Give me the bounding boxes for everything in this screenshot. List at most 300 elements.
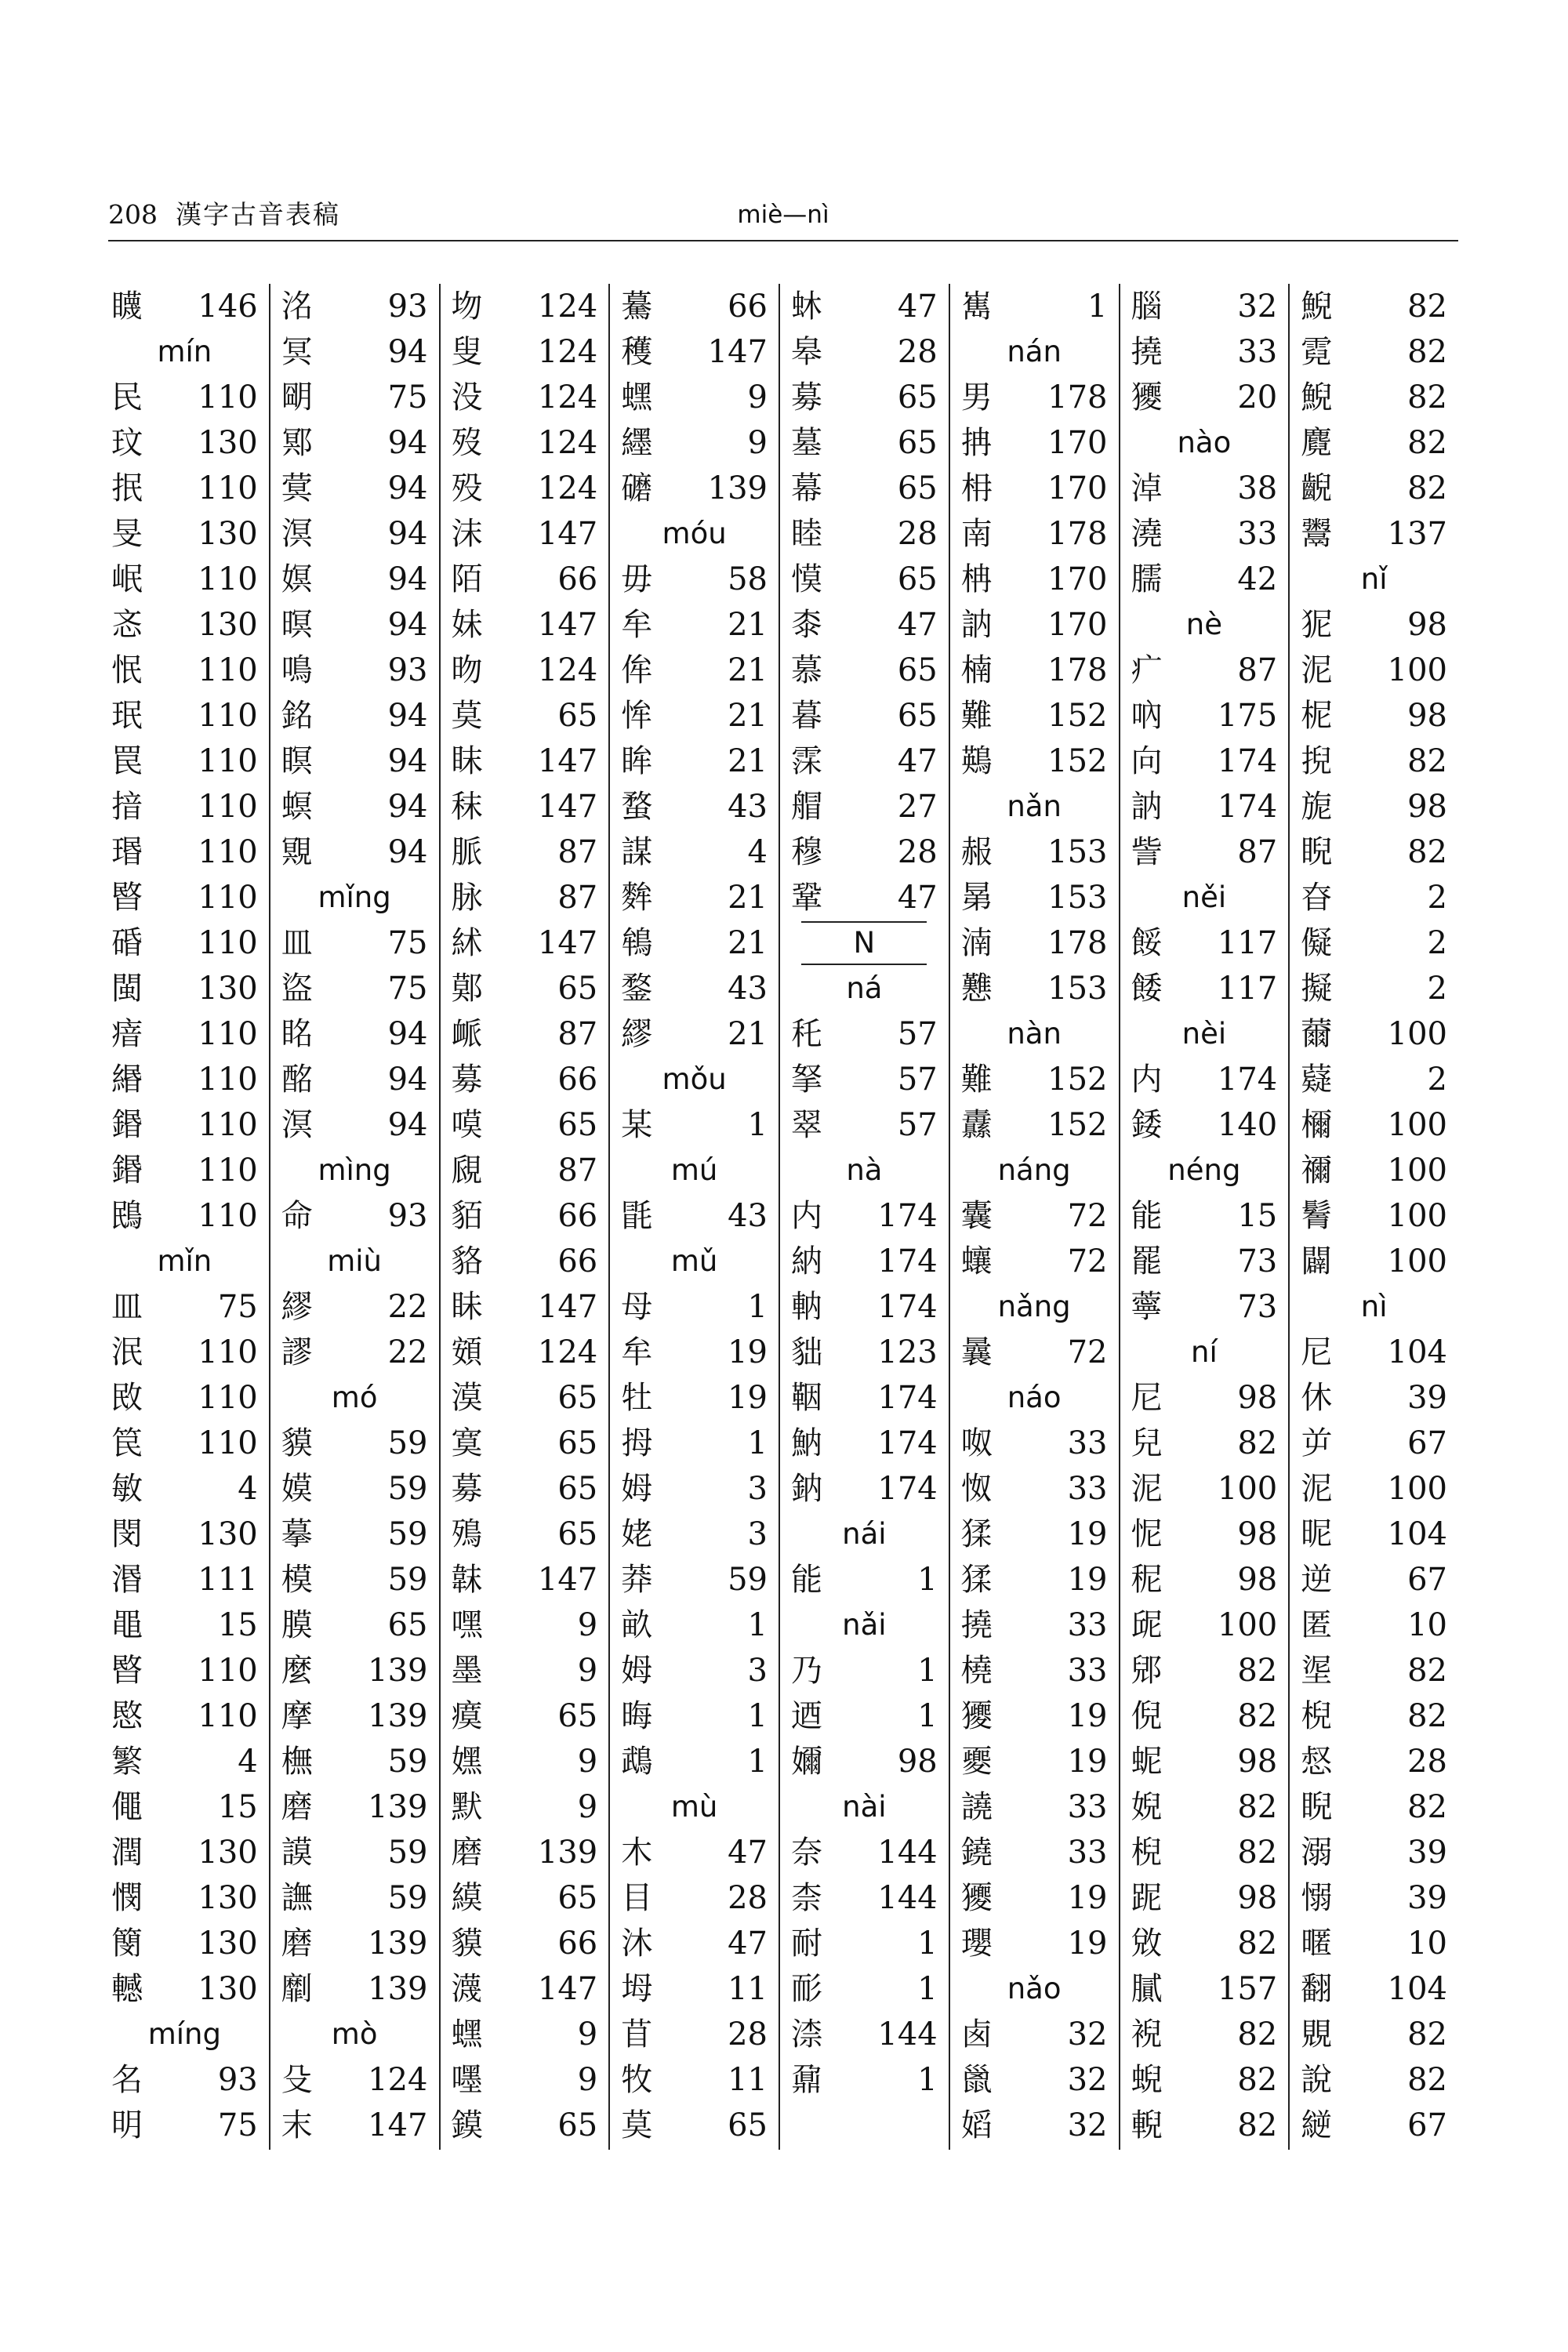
character: 沫 — [451, 516, 483, 552]
rhyme-group-number: 94 — [387, 561, 428, 597]
character-entry — [788, 329, 941, 375]
character-entry — [958, 2057, 1111, 2103]
character: 内 — [1131, 1062, 1163, 1098]
character-entry — [1128, 648, 1281, 693]
character: 閩 — [111, 971, 143, 1007]
character: 貉 — [451, 1243, 483, 1279]
character: 牡 — [621, 1380, 653, 1416]
rhyme-group-number: 104 — [1387, 1334, 1447, 1370]
character-entry — [958, 1739, 1111, 1784]
character: 鬌 — [1301, 1198, 1333, 1234]
character: 鴾 — [621, 925, 653, 961]
character-entry — [958, 1057, 1111, 1102]
character-entry — [618, 829, 771, 875]
character: 叟 — [451, 334, 483, 370]
character: 訥 — [1131, 789, 1163, 825]
rhyme-group-number: 100 — [1387, 1471, 1447, 1507]
rhyme-group-number: 98 — [1237, 1380, 1278, 1416]
character: 赧 — [960, 834, 993, 870]
rhyme-group-number: 82 — [1237, 2062, 1278, 2098]
character-entry — [278, 1466, 431, 1512]
character-entry — [618, 2012, 771, 2057]
rhyme-group-number: 72 — [1067, 1243, 1108, 1279]
character: 魶 — [791, 1425, 822, 1461]
rhyme-group-number: 130 — [198, 425, 258, 461]
rhyme-group-number: 42 — [1237, 561, 1278, 597]
rhyme-group-number: 47 — [897, 607, 938, 643]
character-entry — [788, 829, 941, 875]
character: 摹 — [281, 1516, 313, 1552]
character-entry — [788, 2057, 941, 2103]
character: 睨 — [1301, 834, 1333, 870]
character: 鞇 — [791, 1380, 822, 1416]
character-entry — [958, 1102, 1111, 1148]
character: 磨 — [451, 1835, 483, 1871]
character-entry — [788, 511, 941, 557]
character-entry — [108, 1875, 261, 1921]
character-entry — [1298, 1739, 1450, 1784]
index-column — [949, 284, 1119, 2150]
pinyin-heading: miù — [327, 1244, 383, 1278]
character-entry — [1298, 1011, 1450, 1057]
character: 瘖 — [111, 1016, 143, 1052]
rhyme-group-number: 98 — [1237, 1880, 1278, 1916]
character: 募 — [791, 379, 822, 416]
rhyme-group-number: 111 — [198, 1562, 258, 1598]
character: 眳 — [281, 1016, 313, 1052]
character: 蚭 — [1131, 1744, 1163, 1780]
rhyme-group-number: 170 — [1047, 425, 1108, 461]
rhyme-group-number: 170 — [1047, 561, 1108, 597]
rhyme-group-number: 75 — [387, 379, 428, 416]
character-entry — [958, 375, 1111, 420]
character-entry — [1298, 466, 1450, 511]
character: 渿 — [791, 2016, 822, 2053]
rhyme-group-number: 47 — [897, 743, 938, 779]
rhyme-group-number: 100 — [1387, 1243, 1447, 1279]
rhyme-group-number: 124 — [537, 289, 598, 325]
character-entry — [278, 1875, 431, 1921]
rhyme-group-number: 72 — [1067, 1198, 1108, 1234]
rhyme-group-number: 100 — [1387, 1016, 1447, 1052]
character-entry — [788, 1330, 941, 1375]
character-entry — [958, 1421, 1111, 1466]
rhyme-group-number: 21 — [728, 925, 768, 961]
rhyme-group-number: 98 — [897, 1744, 938, 1780]
rhyme-group-number: 1 — [747, 1289, 768, 1325]
character: 瑉 — [111, 834, 143, 870]
character-entry — [108, 1284, 261, 1330]
character-entry — [278, 557, 431, 602]
rhyme-group-number: 139 — [537, 1835, 598, 1871]
rhyme-group-number: 144 — [877, 1835, 938, 1871]
character-entry — [958, 1466, 1111, 1512]
rhyme-group-number: 65 — [387, 1607, 428, 1643]
rhyme-group-number: 100 — [1387, 1152, 1447, 1189]
rhyme-group-number: 98 — [1237, 1516, 1278, 1552]
character: 柅 — [1301, 698, 1333, 734]
character: 鍲 — [111, 1152, 143, 1189]
character: 掜 — [1301, 743, 1333, 779]
character-entry — [1298, 2012, 1450, 2057]
rhyme-group-number: 152 — [1047, 1107, 1108, 1143]
character: 獿 — [960, 1880, 993, 1916]
character: 逆 — [1301, 1562, 1333, 1598]
character-entry — [788, 1875, 941, 1921]
character-entry — [788, 1102, 941, 1148]
character-entry — [278, 1739, 431, 1784]
character: 殁 — [451, 470, 483, 506]
rhyme-group-number: 152 — [1047, 1062, 1108, 1098]
character: 閔 — [111, 1516, 143, 1552]
character-entry — [448, 1512, 601, 1557]
character-entry — [618, 2103, 771, 2148]
character-entry — [108, 1466, 261, 1512]
rhyme-group-number: 65 — [557, 1380, 598, 1416]
character: 玟 — [111, 425, 143, 461]
rhyme-group-number: 1 — [917, 2062, 938, 2098]
character-entry — [448, 1330, 601, 1375]
character: 橅 — [281, 1744, 313, 1780]
character-entry — [788, 557, 941, 602]
rhyme-group-number: 65 — [897, 379, 938, 416]
character-entry — [278, 329, 431, 375]
character-entry — [1298, 1466, 1450, 1512]
pinyin-heading: nǎng — [997, 1290, 1071, 1323]
character-entry — [1298, 2103, 1450, 2148]
character-entry — [618, 648, 771, 693]
character: 愵 — [1301, 1880, 1333, 1916]
character: 澆 — [1131, 516, 1163, 552]
rhyme-group-number: 110 — [198, 880, 258, 916]
character-entry — [788, 284, 941, 329]
character: 屔 — [1131, 1607, 1163, 1643]
rhyme-group-number: 147 — [537, 1289, 598, 1325]
character-entry — [618, 1466, 771, 1512]
rhyme-group-number: 82 — [1407, 1653, 1447, 1689]
character: 覞 — [1301, 2016, 1333, 2053]
character: 墓 — [791, 425, 822, 461]
character-entry — [958, 739, 1111, 784]
rhyme-group-number: 33 — [1067, 1835, 1108, 1871]
rhyme-group-number: 87 — [557, 1152, 598, 1189]
character: 枏 — [960, 470, 993, 506]
character-entry — [788, 784, 941, 829]
character: 畝 — [621, 1607, 653, 1643]
rhyme-group-number: 27 — [897, 789, 938, 825]
character-entry — [958, 1602, 1111, 1648]
character-entry — [1298, 2057, 1450, 2103]
character-entry — [618, 602, 771, 648]
rhyme-group-number: 110 — [198, 1152, 258, 1189]
rhyme-group-number: 28 — [897, 334, 938, 370]
character-entry — [1128, 1239, 1281, 1284]
character-entry — [108, 1921, 261, 1966]
character-entry — [618, 1557, 771, 1602]
character-entry — [1298, 693, 1450, 739]
section-letter — [788, 920, 941, 966]
rhyme-group-number: 124 — [537, 652, 598, 688]
character-entry — [618, 1875, 771, 1921]
character: 怋 — [111, 652, 143, 688]
character: 尼 — [1131, 1380, 1163, 1416]
character: 鐃 — [960, 1835, 993, 1871]
pinyin-heading: nàn — [1007, 1017, 1062, 1051]
character: 皿 — [281, 925, 313, 961]
rhyme-group-number: 110 — [198, 1334, 258, 1370]
character: 蜺 — [1131, 2062, 1163, 2098]
rhyme-group-number: 67 — [1407, 2107, 1447, 2143]
character-entry — [958, 1648, 1111, 1693]
character: 脉 — [451, 880, 483, 916]
character-entry — [278, 1011, 431, 1057]
character: 夒 — [960, 1744, 993, 1780]
rhyme-group-number: 57 — [897, 1062, 938, 1098]
character: 溟 — [281, 516, 313, 552]
character-entry — [1298, 920, 1450, 966]
character: 某 — [621, 1107, 653, 1143]
character: 吶 — [1131, 698, 1163, 734]
character: 膜 — [281, 1607, 313, 1643]
character-entry — [278, 784, 431, 829]
rhyme-group-number: 110 — [198, 1653, 258, 1689]
pinyin-heading: mó — [331, 1381, 378, 1414]
character: 難 — [960, 1062, 993, 1098]
character: 僶 — [111, 1789, 143, 1825]
character-entry — [278, 602, 431, 648]
rhyme-group-number: 110 — [198, 652, 258, 688]
character-entry — [1298, 511, 1450, 557]
character-entry — [108, 1739, 261, 1784]
rhyme-group-number: 130 — [198, 1880, 258, 1916]
character: 麼 — [281, 1653, 313, 1689]
character-entry — [1128, 557, 1281, 602]
character-entry — [448, 557, 601, 602]
rhyme-group-number: 94 — [387, 1016, 428, 1052]
character-entry — [1128, 1966, 1281, 2012]
rhyme-group-number: 110 — [198, 698, 258, 734]
rhyme-group-number: 123 — [877, 1334, 938, 1370]
character-entry — [108, 1830, 261, 1875]
character-entry — [108, 784, 261, 829]
rhyme-group-number: 2 — [1427, 971, 1447, 1007]
character-entry — [958, 2103, 1111, 2148]
character: 民 — [111, 379, 143, 416]
rhyme-group-number: 175 — [1217, 698, 1278, 734]
character-entry — [1128, 1421, 1281, 1466]
character-entry — [958, 284, 1111, 329]
character-entry — [788, 693, 941, 739]
character-entry — [1128, 1921, 1281, 1966]
section-letter-label: N — [801, 921, 927, 965]
rhyme-group-number: 98 — [1237, 1562, 1278, 1598]
rhyme-group-number: 110 — [198, 743, 258, 779]
character: 兒 — [1131, 1425, 1163, 1461]
book-title: 漢字古音表稿 — [176, 199, 340, 230]
rhyme-group-number: 82 — [1407, 2016, 1447, 2053]
character-entry — [618, 557, 771, 602]
character-entry — [108, 2103, 261, 2148]
character-entry — [108, 875, 261, 920]
pinyin-heading: nào — [1177, 426, 1232, 459]
character-entry — [278, 829, 431, 875]
rhyme-group-number: 178 — [1047, 652, 1108, 688]
character-entry — [958, 420, 1111, 466]
character-entry — [618, 1421, 771, 1466]
character: 嬭 — [791, 1744, 822, 1780]
character: 屰 — [1301, 1425, 1333, 1461]
character: 鍪 — [621, 971, 653, 1007]
rhyme-group-number: 75 — [387, 925, 428, 961]
character: 慕 — [791, 652, 822, 688]
character: 艒 — [791, 789, 822, 825]
character-entry — [1298, 1648, 1450, 1693]
character: 檷 — [1301, 1107, 1333, 1143]
character-entry — [108, 829, 261, 875]
character: 繆 — [281, 1289, 313, 1325]
character: 朙 — [281, 379, 313, 416]
rhyme-group-number: 66 — [557, 561, 598, 597]
character-entry — [788, 1193, 941, 1239]
rhyme-group-number: 110 — [198, 1062, 258, 1098]
character-entry — [1298, 1557, 1450, 1602]
character-entry — [1128, 1693, 1281, 1739]
character: 縸 — [451, 1880, 483, 1916]
character-entry — [958, 648, 1111, 693]
character: 坶 — [621, 1971, 653, 2007]
character: 殦 — [451, 1516, 483, 1552]
rhyme-group-number: 19 — [1067, 1926, 1108, 1962]
character: 嘿 — [451, 1607, 483, 1643]
rhyme-group-number: 59 — [728, 1562, 768, 1598]
character-entry — [958, 1875, 1111, 1921]
character-entry — [1128, 1830, 1281, 1875]
rhyme-group-number: 59 — [387, 1744, 428, 1780]
rhyme-group-number: 10 — [1407, 1926, 1447, 1962]
rhyme-group-number: 21 — [728, 607, 768, 643]
character-entry — [618, 693, 771, 739]
rhyme-group-number: 15 — [217, 1789, 258, 1825]
character-entry — [958, 1193, 1111, 1239]
character: 暋 — [111, 880, 143, 916]
rhyme-group-number: 94 — [387, 789, 428, 825]
character: 墨 — [451, 1653, 483, 1689]
rhyme-group-number: 2 — [1427, 925, 1447, 961]
rhyme-group-number: 2 — [1427, 880, 1447, 916]
character: 暝 — [281, 607, 313, 643]
rhyme-group-number: 39 — [1407, 1380, 1447, 1416]
character: 迺 — [791, 1698, 822, 1734]
character-entry — [788, 1011, 941, 1057]
character: 呶 — [960, 1425, 993, 1461]
character-entry — [788, 1239, 941, 1284]
character: 柰 — [791, 1880, 822, 1916]
rhyme-group-number: 110 — [198, 470, 258, 506]
character: 内 — [791, 1198, 822, 1234]
character: 繁 — [111, 1744, 143, 1780]
rhyme-group-number: 82 — [1407, 470, 1447, 506]
rhyme-group-number: 174 — [877, 1380, 938, 1416]
character: 鬻 — [1301, 516, 1333, 552]
rhyme-group-number: 124 — [537, 470, 598, 506]
character-entry — [1128, 966, 1281, 1011]
character-entry — [448, 2057, 601, 2103]
character-entry — [788, 875, 941, 920]
character: 歿 — [451, 425, 483, 461]
rhyme-group-number: 9 — [577, 2062, 598, 2098]
character: 耐 — [791, 1926, 822, 1962]
rhyme-group-number: 32 — [1067, 2107, 1108, 2143]
character: 憫 — [111, 1880, 143, 1916]
rhyme-group-number: 19 — [728, 1380, 768, 1416]
character-entry — [278, 2057, 431, 2103]
character-entry — [448, 1375, 601, 1421]
rhyme-group-number: 147 — [537, 925, 598, 961]
character: 寞 — [451, 1425, 483, 1461]
rhyme-group-number: 94 — [387, 1107, 428, 1143]
rhyme-group-number: 100 — [1387, 652, 1447, 688]
character-entry — [108, 966, 261, 1011]
rhyme-group-number: 139 — [368, 1698, 428, 1734]
character-entry — [1128, 1739, 1281, 1784]
character-entry — [278, 511, 431, 557]
index-column — [269, 284, 439, 2150]
rhyme-group-number: 93 — [217, 2062, 258, 2098]
pinyin-heading: mú — [670, 1153, 718, 1187]
rhyme-group-number: 1 — [917, 1698, 938, 1734]
rhyme-group-number: 174 — [877, 1425, 938, 1461]
character: 脈 — [451, 834, 483, 870]
character: 没 — [451, 379, 483, 416]
character: 簢 — [111, 1926, 143, 1962]
character: 忞 — [111, 607, 143, 643]
rhyme-group-number: 11 — [728, 1971, 768, 2007]
character-entry — [1298, 1148, 1450, 1193]
rhyme-group-number: 130 — [198, 607, 258, 643]
character: 蟔 — [451, 2016, 483, 2053]
rhyme-group-number: 124 — [537, 1334, 598, 1370]
rhyme-group-number: 21 — [728, 880, 768, 916]
character: 慔 — [791, 561, 822, 597]
character: 貀 — [791, 1334, 822, 1370]
rhyme-group-number: 144 — [877, 2016, 938, 2053]
character-entry — [448, 1875, 601, 1921]
character-entry — [1128, 466, 1281, 511]
character: 秜 — [1131, 1562, 1163, 1598]
character: 蠰 — [960, 1243, 993, 1279]
character-entry — [1128, 1512, 1281, 1557]
character: 毋 — [621, 561, 653, 597]
rhyme-group-number: 1 — [1087, 289, 1108, 325]
character: 湳 — [960, 925, 993, 961]
character: 莫 — [451, 698, 483, 734]
character: 韎 — [451, 1562, 483, 1598]
character-entry — [108, 602, 261, 648]
rhyme-group-number: 65 — [897, 561, 938, 597]
rhyme-group-number: 43 — [728, 789, 768, 825]
rhyme-group-number: 174 — [877, 1243, 938, 1279]
character-entry — [278, 966, 431, 1011]
character: 眸 — [621, 743, 653, 779]
character-entry — [618, 966, 771, 1011]
character-entry — [448, 1830, 601, 1875]
character-entry — [1298, 602, 1450, 648]
character-entry — [1128, 1602, 1281, 1648]
rhyme-group-number: 1 — [917, 1971, 938, 2007]
rhyme-group-number: 82 — [1237, 1698, 1278, 1734]
character-entry — [618, 1648, 771, 1693]
character: 劘 — [281, 1971, 313, 2007]
